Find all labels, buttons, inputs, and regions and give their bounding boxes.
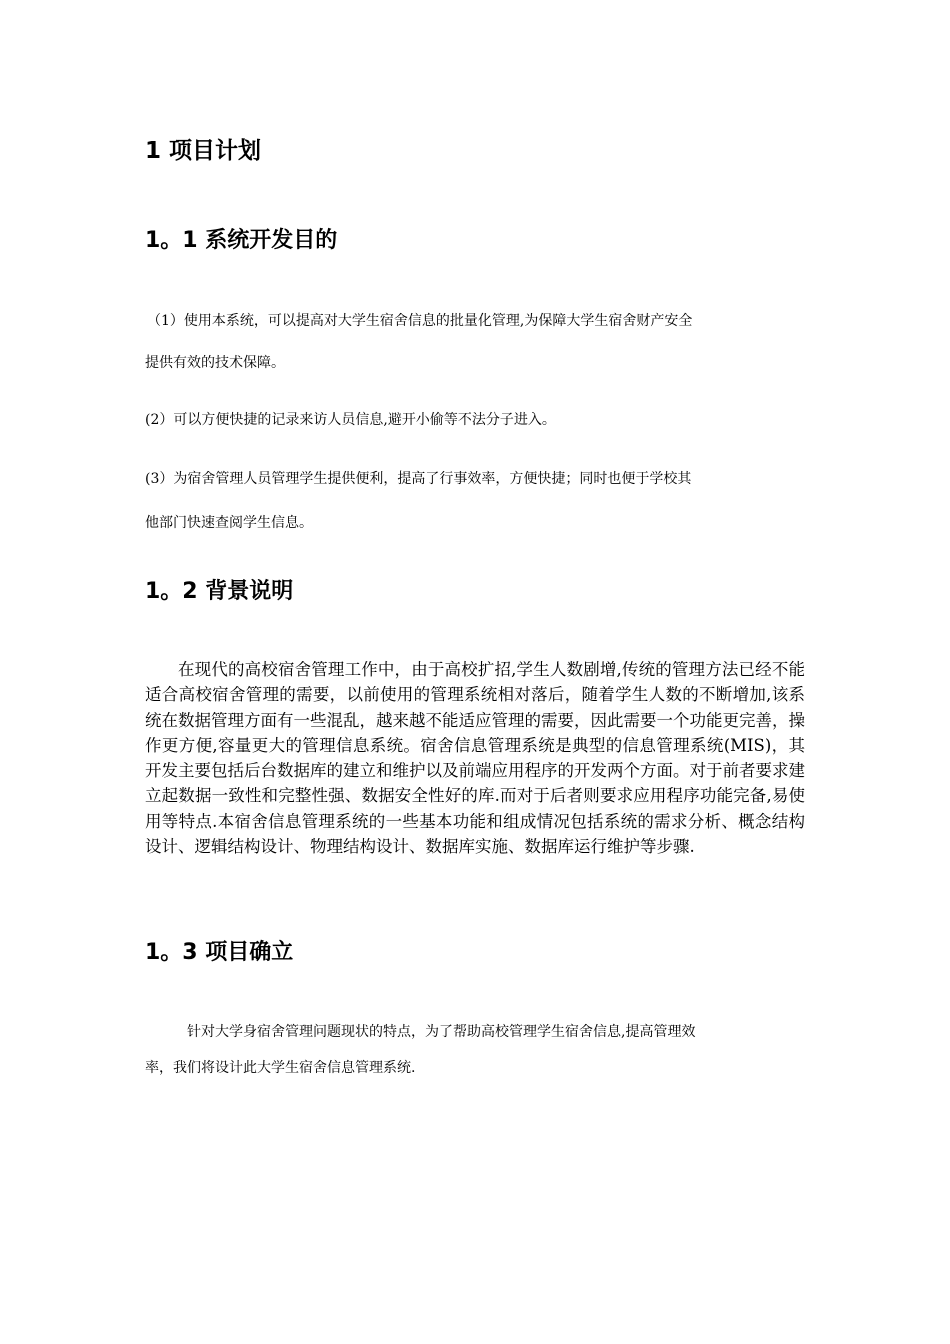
purpose-item-3-line-1: (3）为宿舍管理人员管理学生提供便利，提高了行事效率，方便快捷；同时也便于学校其 [145,471,692,487]
purpose-item-1-line-2: 提供有效的技术保障。 [145,355,285,371]
page-title: 1 项目计划 [145,138,262,164]
section-heading-1-3: 1。3 项目确立 [145,940,294,965]
section-heading-1-1: 1。1 系统开发目的 [145,228,338,253]
project-paragraph-line-1: 针对大学身宿舍管理问题现状的特点，为了帮助高校管理学生宿舍信息,提高管理效 [187,1024,696,1040]
purpose-item-2: (2）可以方便快捷的记录来访人员信息,避开小偷等不法分子进入。 [145,412,556,428]
background-paragraph: 在现代的高校宿舍管理工作中，由于高校扩招,学生人数剧增,传统的管理方法已经不能适合高校宿舍管理的需要，以前使用的管理系统相对落后，随着学生人数的不断增加,该系统在数据管理方面有一些混乱，越来越不能适应管理的需要，因此需要一个功能更完善，操作更方便,容量更大的管理信息系统。宿舍信息管理系统是典型的信息管理系统(MIS)，其开发主要包括后台数据库的建立和维护以及前端应用程序的开发两个方面。对于前者要求建立起数据一致性和完整性强、数据安全性好的库.而对于后者则要求应用程序功能完备,易使用等特点.本宿舍信息管理系统的一些基本功能和组成情况包括系统的需求分析、概念结构设计、逻辑结构设计、物理结构设计、数据库实施、数据库运行维护等步骤. [145,660,805,857]
purpose-item-3-line-2: 他部门快速查阅学生信息。 [145,515,313,531]
purpose-item-1-line-1: （1）使用本系统，可以提高对大学生宿舍信息的批量化管理,为保障大学生宿舍财产安全 [147,313,693,329]
section-heading-1-2: 1。2 背景说明 [145,579,294,604]
project-paragraph-line-2: 率，我们将设计此大学生宿舍信息管理系统. [145,1060,416,1076]
